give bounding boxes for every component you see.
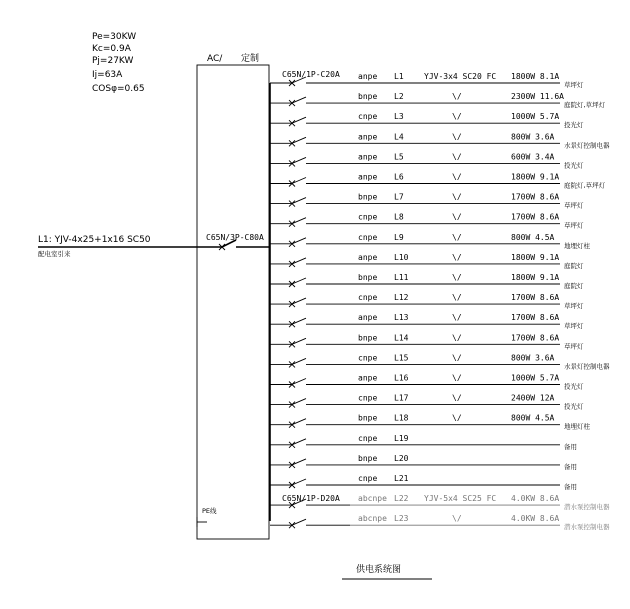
main-breaker-label: C65N/3P-C80A (206, 233, 264, 242)
circuit-id: L18 (394, 413, 409, 423)
incoming-cable: L1: YJV-4x25+1x16 SC50 (38, 235, 151, 245)
circuit-id: L8 (394, 212, 404, 222)
param-kc: Kc=0.9A (92, 44, 131, 54)
circuit-cable: \/ (452, 132, 462, 142)
breaker-switch (292, 439, 306, 445)
circuit-load: 800W 3.6A (511, 132, 555, 142)
circuit-id: L17 (394, 393, 409, 403)
breaker-switch (292, 238, 306, 244)
circuit-use: 草坪灯 (564, 302, 584, 311)
circuit-phase: anpe (358, 313, 378, 323)
breaker-switch (292, 479, 306, 485)
circuit-id: L16 (394, 373, 409, 383)
circuit-phase: cnpe (358, 393, 378, 403)
circuit-phase: bnpe (358, 413, 378, 423)
circuit-phase: cnpe (358, 433, 378, 443)
circuit-cable: \/ (452, 313, 462, 323)
breaker-switch (292, 358, 306, 364)
circuit-id: L7 (394, 192, 404, 202)
circuit-id: L12 (394, 293, 409, 303)
breaker-switch (292, 117, 306, 123)
circuit-use: 草坪灯 (564, 201, 584, 210)
circuit-id: L19 (394, 433, 409, 443)
circuit-use: 庭院灯 (564, 282, 584, 290)
circuit-use: 投光灯 (564, 161, 584, 170)
circuit-id: L23 (394, 514, 409, 524)
circuit-phase: bnpe (358, 453, 378, 463)
circuit-load: 600W 3.4A (511, 152, 555, 162)
circuit-use: 潜水泵控制电器 (564, 523, 610, 532)
breaker-switch (292, 318, 306, 324)
circuit-use: 庭院灯 (564, 261, 584, 270)
circuit-use: 潜水泵控制电器 (564, 503, 610, 512)
circuit-load: 4.0KW 8.6A (511, 494, 560, 504)
breaker-switch (292, 379, 306, 385)
circuit-cable: \/ (452, 373, 462, 383)
circuit-load: 1800W 9.1A (511, 172, 560, 182)
circuit-load: 1000W 5.7A (511, 112, 560, 122)
breaker-switch (292, 137, 306, 143)
circuit-id: L2 (394, 92, 404, 102)
param-pe: Pe=30KW (92, 32, 137, 42)
panel-type: 定制 (241, 54, 260, 64)
breaker-switch (292, 419, 306, 425)
breaker-switch (292, 338, 306, 344)
circuit-phase: anpe (358, 373, 378, 383)
circuit-cable: \/ (452, 413, 462, 423)
circuit-cable: YJV-3x4 SC20 FC (424, 72, 497, 81)
breaker-switch (292, 298, 306, 304)
circuit-id: L3 (394, 112, 404, 122)
circuit-use: 投光灯 (564, 121, 584, 130)
breaker-switch (292, 399, 306, 405)
circuit-use: 草坪灯 (564, 221, 584, 230)
circuit-cable: \/ (452, 293, 462, 303)
circuit-id: L11 (394, 273, 409, 282)
panel-name: AC/ (207, 54, 223, 64)
circuit-load: 1700W 8.6A (511, 333, 560, 343)
circuit-use: 备用 (564, 442, 577, 451)
circuit-phase: anpe (358, 172, 378, 182)
circuit-use: 水景灯控制电器 (564, 362, 610, 371)
circuit-use: 地埋灯柱 (564, 422, 590, 431)
circuit-use: 投光灯 (564, 382, 584, 391)
param-ij: Ij=63A (92, 70, 123, 80)
circuit-id: L14 (394, 333, 409, 343)
circuit-id: L20 (394, 453, 409, 463)
circuit-cable: \/ (452, 393, 462, 403)
circuit-load: 1800W 9.1A (511, 273, 560, 282)
circuit-phase: bnpe (358, 192, 378, 202)
circuit-load: 800W 3.6A (511, 353, 555, 363)
circuit-use: 草坪灯 (564, 322, 584, 331)
circuit-load: 2300W 11.6A (511, 92, 564, 102)
circuit-load: 1700W 8.6A (511, 192, 560, 202)
circuit-phase: anpe (358, 152, 378, 162)
breaker-switch (292, 459, 306, 465)
circuit-phase: bnpe (358, 273, 378, 282)
circuit-phase: bnpe (358, 333, 378, 343)
circuit-id: L13 (394, 313, 409, 323)
breaker-switch (292, 258, 306, 264)
breaker-switch (292, 278, 306, 284)
circuit-cable: \/ (452, 252, 462, 262)
circuit-id: L1 (394, 72, 404, 81)
circuit-id: L4 (394, 132, 404, 142)
circuit-cable: \/ (452, 212, 462, 222)
circuit-phase: abcnpe (358, 494, 387, 504)
circuit-use: 草坪灯 (564, 342, 584, 351)
breaker-switch (292, 157, 306, 163)
circuit-use: 庭院灯,草坪灯 (564, 181, 606, 190)
circuit-load: 1800W 9.1A (511, 252, 560, 262)
circuit-use: 备用 (564, 462, 577, 471)
incoming-note: 配电室引来 (38, 250, 71, 258)
circuit-load: 1700W 8.6A (511, 293, 560, 303)
circuit-use: 备用 (564, 483, 577, 491)
diagram-title: 供电系统图 (356, 565, 402, 575)
circuit-list (270, 72, 610, 531)
panel-box (197, 65, 269, 539)
circuit-phase: cnpe (358, 474, 378, 483)
circuit-cable: \/ (452, 172, 462, 182)
circuit-id: L5 (394, 152, 404, 162)
circuit-load: 800W 4.5A (511, 413, 555, 423)
breaker-switch (292, 218, 306, 224)
circuit-load: 800W 4.5A (511, 232, 555, 242)
circuit-phase: cnpe (358, 293, 378, 303)
circuit-use: 草坪灯 (564, 81, 584, 89)
param-pj: Pj=27KW (92, 56, 134, 66)
circuit-id: L10 (394, 252, 409, 262)
circuit-cable: \/ (452, 192, 462, 202)
circuit-use: 庭院灯,草坪灯 (564, 101, 606, 110)
circuit-id: L15 (394, 353, 409, 363)
circuit-phase: bnpe (358, 92, 378, 102)
circuit-use: 地埋灯柱 (564, 241, 590, 250)
circuit-id: L9 (394, 232, 404, 242)
circuit-id: L21 (394, 474, 409, 483)
circuit-load: 1700W 8.6A (511, 212, 560, 222)
circuit-id: L22 (394, 494, 409, 504)
circuit-phase: cnpe (358, 212, 378, 222)
circuit-cable: \/ (452, 112, 462, 122)
circuit-load: 4.0KW 8.6A (511, 514, 560, 524)
circuit-load: 1800W 8.1A (511, 72, 560, 81)
circuit-phase: cnpe (358, 232, 378, 242)
circuit-phase: anpe (358, 252, 378, 262)
top-breaker-label: C65N/1P-C20A (282, 70, 340, 79)
breaker-switch (292, 198, 306, 204)
param-cos: COSφ=0.65 (92, 84, 145, 94)
circuit-phase: abcnpe (358, 514, 387, 524)
circuit-load: 1700W 8.6A (511, 313, 560, 323)
circuit-cable: \/ (452, 514, 462, 524)
circuit-use: 投光灯 (564, 402, 584, 411)
circuit-id: L6 (394, 172, 404, 182)
circuit-load: 2400W 12A (511, 393, 555, 403)
circuit-phase: cnpe (358, 353, 378, 363)
breaker-switch (292, 519, 306, 525)
circuit-cable: \/ (452, 152, 462, 162)
breaker-switch (292, 178, 306, 184)
circuit-cable: \/ (452, 333, 462, 343)
circuit-load: 1000W 5.7A (511, 373, 560, 383)
circuit-phase: cnpe (358, 112, 378, 122)
circuit-phase: anpe (358, 72, 378, 81)
circuit-cable: \/ (452, 353, 462, 363)
bottom-breaker-label: C65N/1P-D20A (282, 494, 340, 503)
breaker-switch (292, 97, 306, 103)
circuit-cable: YJV-5x4 SC25 FC (424, 494, 497, 504)
circuit-cable: \/ (452, 273, 462, 282)
circuit-cable: \/ (452, 232, 462, 242)
pe-ground-label: PE线 (202, 507, 217, 515)
circuit-cable: \/ (452, 92, 462, 102)
circuit-use: 水景灯控制电器 (564, 141, 610, 150)
circuit-phase: anpe (358, 132, 378, 142)
